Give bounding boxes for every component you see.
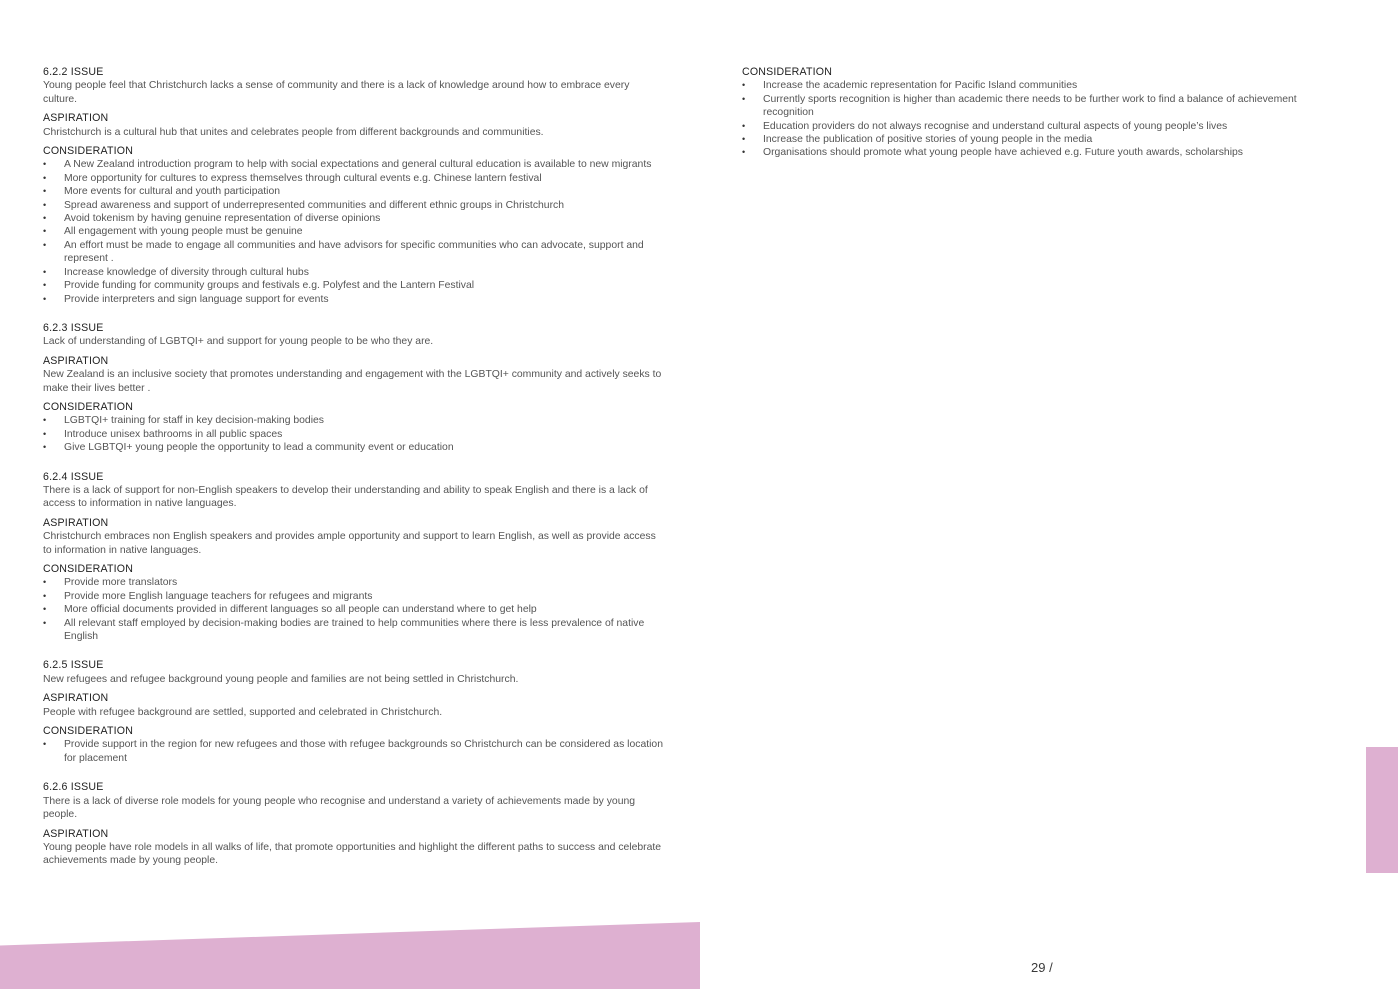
aspiration-text: Christchurch is a cultural hub that unites and celebrates people from different backgrounds and communities.	[43, 126, 544, 138]
consideration-heading: CONSIDERATION	[742, 66, 833, 78]
section-6-2-2	[43, 66, 663, 306]
aspiration-heading: ASPIRATION	[43, 692, 109, 705]
list-item: • All relevant staff employed by decision-making bodies are trained to help communities where there is less prevalence of native English	[43, 617, 663, 644]
section-6-2-3	[43, 322, 663, 455]
issue-text: New refugees and refugee background young people and families are not being settled in Christchurch.	[43, 673, 519, 685]
consideration-list	[43, 414, 663, 454]
section-6-2-4	[43, 471, 663, 644]
issue-heading: 6.2.5 ISSUE	[43, 659, 104, 672]
list-item: • All engagement with young people must be genuine	[43, 225, 663, 238]
consideration-list	[43, 576, 663, 643]
issue-heading: 6.2.6 ISSUE	[43, 781, 104, 794]
list-item: • Currently sports recognition is higher than academic there needs to be further work to find a balance of achievement recognition	[742, 93, 1302, 120]
left-column	[43, 66, 663, 884]
list-item: • Give LGBTQI+ young people the opportunity to lead a community event or education	[43, 441, 663, 454]
list-item: • More events for cultural and youth participation	[43, 185, 663, 198]
list-item: • Increase the publication of positive stories of young people in the media	[742, 133, 1302, 146]
list-item: • Provide support in the region for new refugees and those with refugee backgrounds so Christchurch can be considered as location for placement	[43, 738, 663, 765]
decorative-pink-banner	[0, 922, 700, 989]
list-item: • An effort must be made to engage all communities and have advisors for specific communities who can advocate, support and represent .	[43, 239, 663, 266]
list-item: • LGBTQI+ training for staff in key decision-making bodies	[43, 414, 663, 427]
consideration-heading: CONSIDERATION	[43, 145, 134, 158]
section-6-2-6	[43, 781, 663, 867]
issue-heading: 6.2.3 ISSUE	[43, 321, 104, 334]
issue-heading: 6.2.2 ISSUE	[43, 66, 104, 78]
aspiration-text: Young people have role models in all walks of life, that promote opportunities and highlight the different paths to success and celebrate achievements made by young people.	[43, 841, 662, 867]
section-6-2-5	[43, 659, 663, 765]
list-item: • Increase the academic representation for Pacific Island communities	[742, 79, 1302, 92]
decorative-side-tab	[1366, 747, 1398, 873]
aspiration-heading: ASPIRATION	[43, 827, 109, 840]
list-item: • Increase knowledge of diversity through cultural hubs	[43, 266, 663, 279]
issue-text: Young people feel that Christchurch lacks a sense of community and there is a lack of knowledge around how to embrace every culture.	[43, 80, 630, 105]
issue-text: There is a lack of support for non-English speakers to develop their understanding and ability to speak English and there is a lack of access to information in native languages.	[43, 484, 648, 510]
consideration-heading: CONSIDERATION	[43, 563, 134, 575]
aspiration-heading: ASPIRATION	[43, 112, 109, 125]
issue-text: There is a lack of diverse role models for young people who recognise and understand a variety of achievements made by young people.	[43, 795, 636, 821]
list-item: • Provide more English language teachers for refugees and migrants	[43, 590, 663, 603]
list-item: • Avoid tokenism by having genuine representation of diverse opinions	[43, 212, 663, 225]
list-item: • Introduce unisex bathrooms in all public spaces	[43, 428, 663, 441]
list-item: • Spread awareness and support of underrepresented communities and different ethnic groups in Christchurch	[43, 199, 663, 212]
aspiration-text: New Zealand is an inclusive society that promotes understanding and engagement with the LGBTQI+ community and actively seeks to make their lives better .	[43, 369, 662, 394]
consideration-list	[742, 79, 1302, 159]
aspiration-text: Christchurch embraces non English speakers and provides ample opportunity and support to learn English, as well as provide access to information in native languages.	[43, 531, 656, 556]
issue-heading: 6.2.4 ISSUE	[43, 470, 104, 483]
list-item: • Provide more translators	[43, 576, 663, 589]
section-6-2-6-considerations	[742, 66, 1302, 160]
aspiration-text: People with refugee background are settled, supported and celebrated in Christchurch.	[43, 706, 443, 718]
issue-text: Lack of understanding of LGBTQI+ and support for young people to be who they are.	[43, 336, 434, 348]
list-item: • More official documents provided in different languages so all people can understand where to get help	[43, 603, 663, 616]
consideration-heading: CONSIDERATION	[43, 725, 134, 738]
list-item: • Organisations should promote what young people have achieved e.g. Future youth awards, scholarships	[742, 146, 1302, 159]
page-number: 29 /	[1031, 960, 1053, 975]
list-item: • More opportunity for cultures to express themselves through cultural events e.g. Chinese lantern festival	[43, 172, 663, 185]
list-item: • Education providers do not always recognise and understand cultural aspects of young people’s lives	[742, 120, 1302, 133]
aspiration-heading: ASPIRATION	[43, 516, 109, 529]
list-item: • Provide interpreters and sign language support for events	[43, 293, 663, 306]
right-column	[742, 66, 1302, 176]
aspiration-heading: ASPIRATION	[43, 354, 109, 367]
list-item: • Provide funding for community groups and festivals e.g. Polyfest and the Lantern Festival	[43, 279, 663, 292]
consideration-list	[43, 738, 663, 765]
consideration-heading: CONSIDERATION	[43, 400, 134, 413]
consideration-list	[43, 158, 663, 305]
list-item: • A New Zealand introduction program to help with social expectations and general cultural education is available to new migrants	[43, 158, 663, 171]
